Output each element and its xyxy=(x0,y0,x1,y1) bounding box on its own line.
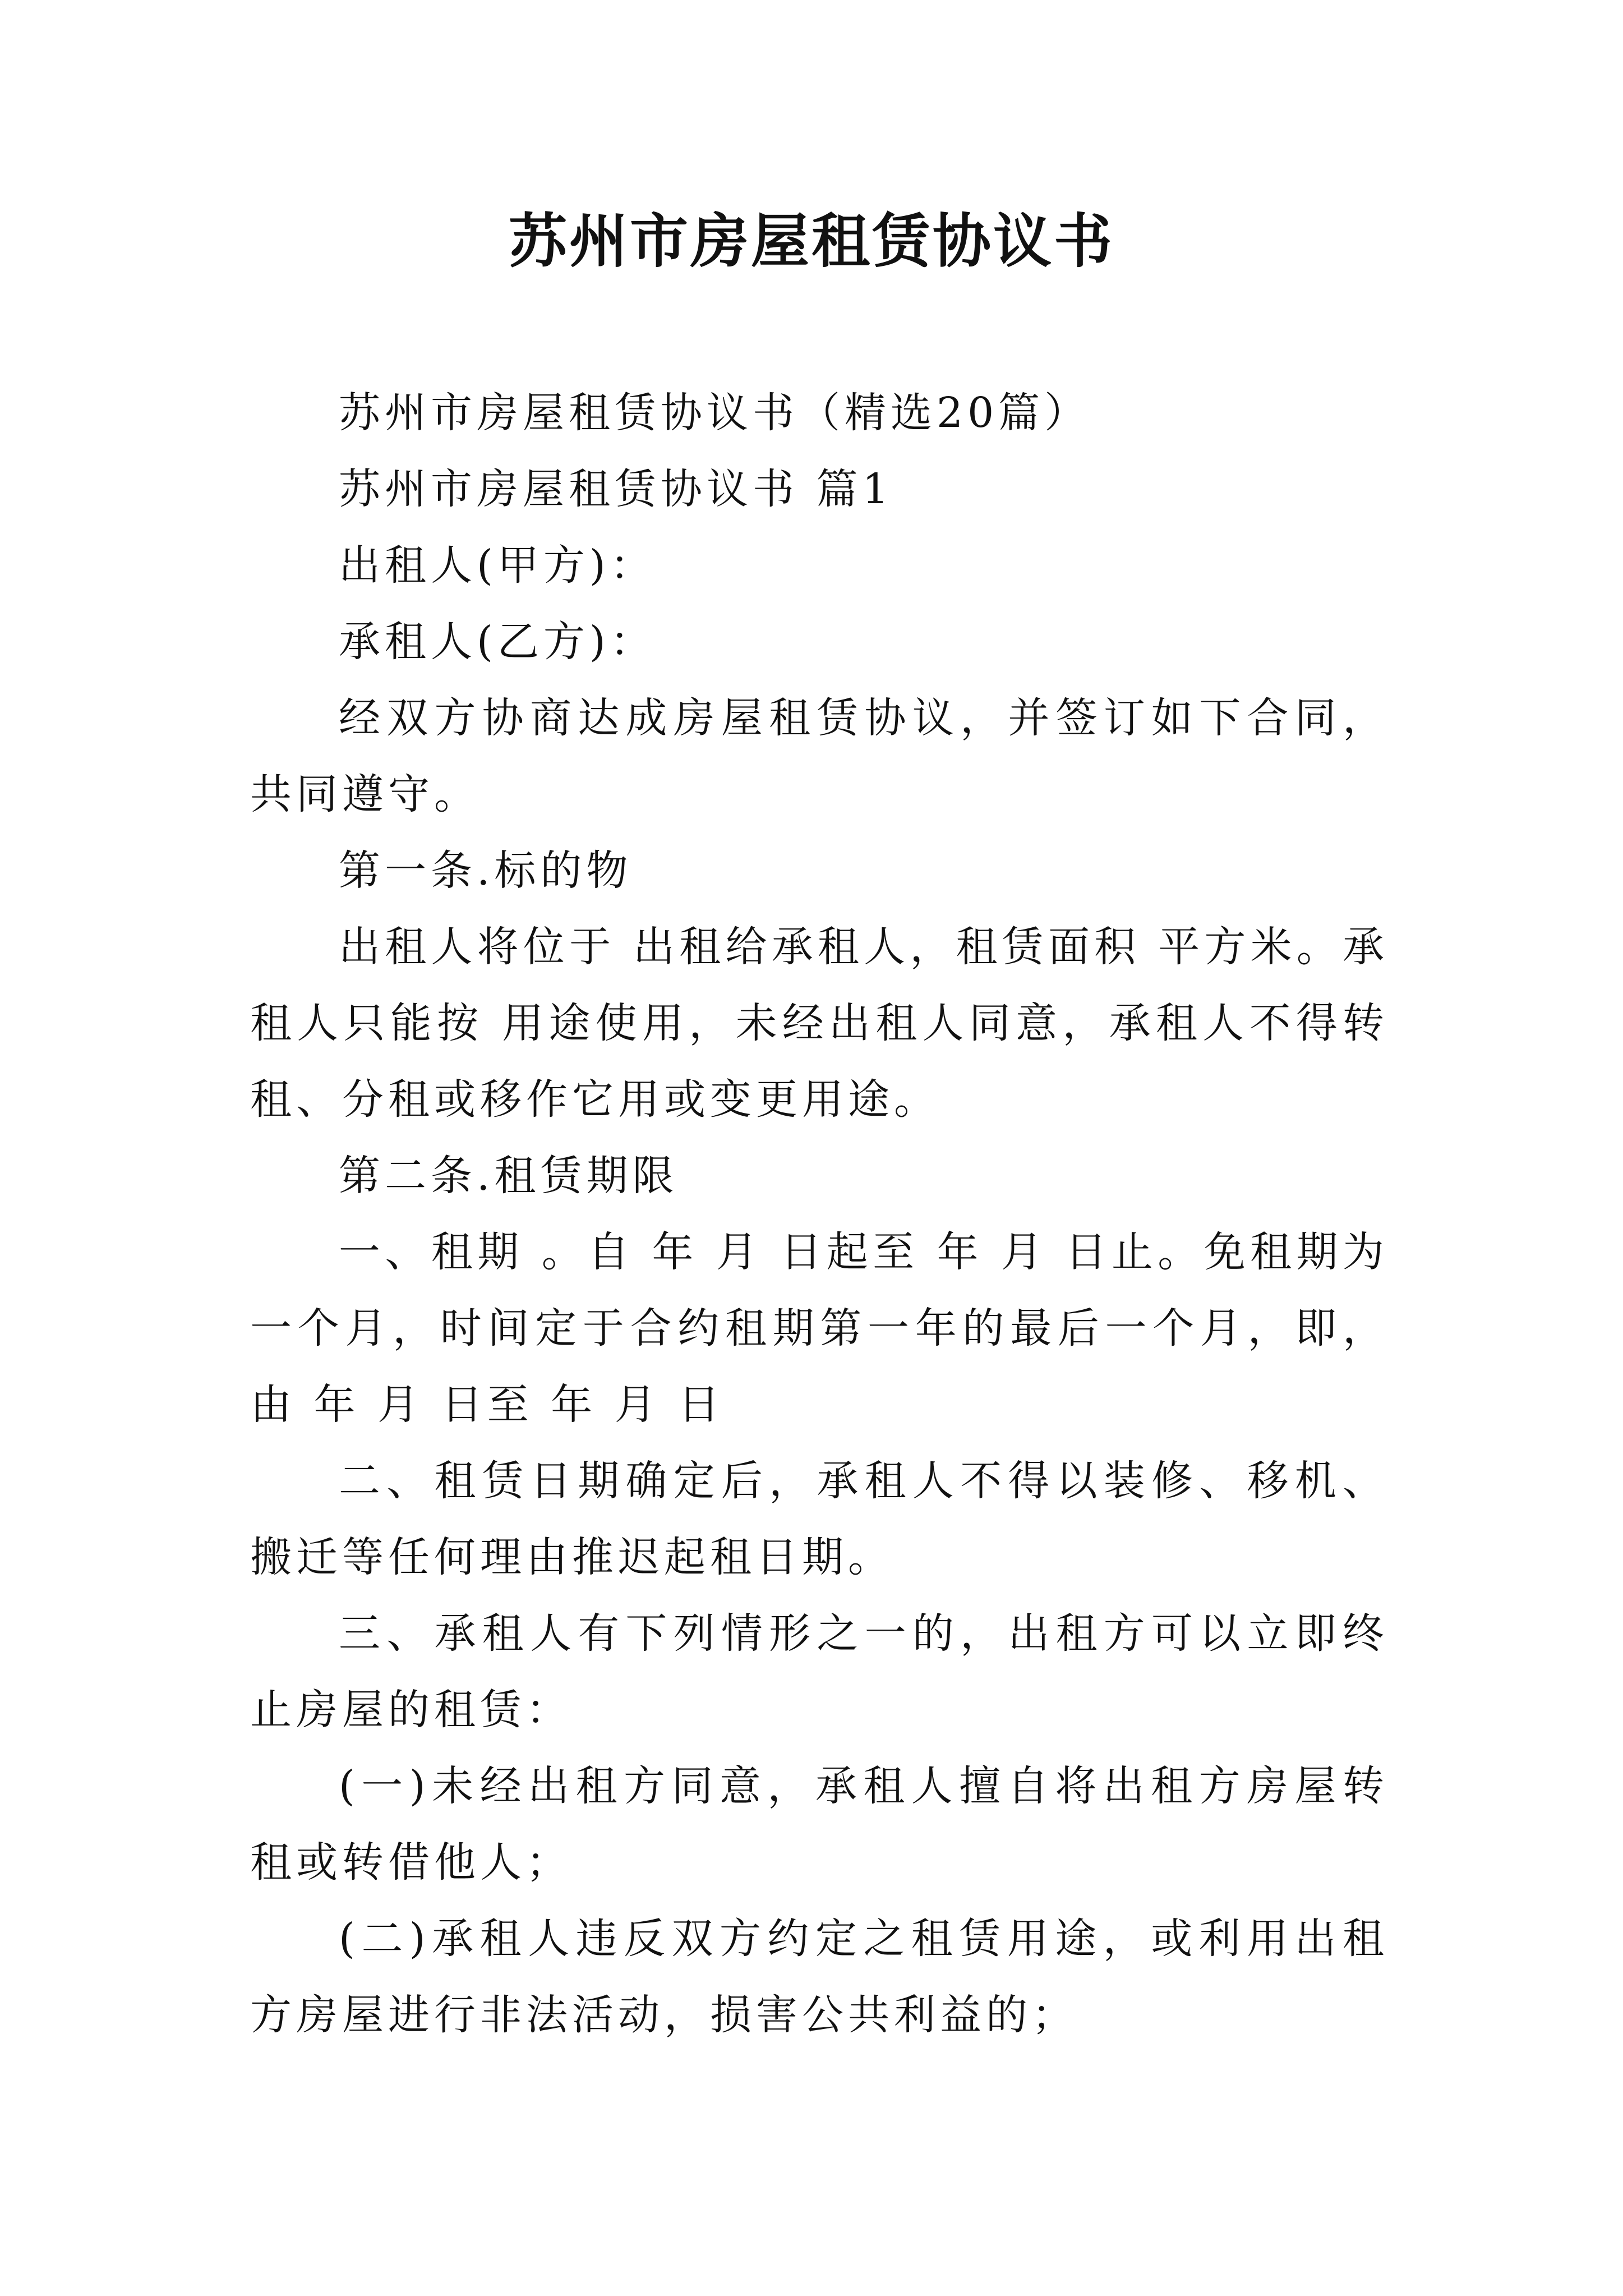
paragraph-preamble: 经双方协商达成房屋租赁协议，并签订如下合同，共同遵守。 xyxy=(250,694,1389,818)
paragraph-subclause-1: (一)未经出租方同意，承租人擅自将出租方房屋转租或转借他人； xyxy=(250,1762,1389,1887)
paragraph-section-heading: 苏州市房屋租赁协议书 篇1 xyxy=(339,465,893,513)
paragraph-article-2-heading: 第二条.租赁期限 xyxy=(339,1152,679,1200)
document-title: 苏州市房屋租赁协议书 xyxy=(508,206,1114,275)
paragraph-subclause-2: (二)承租人违反双方约定之租赁用途，或利用出租方房屋进行非法活动，损害公共利益的； xyxy=(250,1915,1389,2039)
document-body xyxy=(250,375,1389,2053)
paragraph-lessee: 承租人(乙方)： xyxy=(339,618,656,666)
paragraph-collection-heading: 苏州市房屋租赁协议书（精选20篇） xyxy=(339,389,1091,437)
paragraph-article-1-heading: 第一条.标的物 xyxy=(339,846,633,895)
paragraph-article-1-body: 出租人将位于 出租给承租人，租赁面积 平方米。承租人只能按 用途使用，未经出租人同意，承租人不得转租、分租或移作它用或变更用途。 xyxy=(250,923,1389,1124)
paragraph-clause-3: 三、承租人有下列情形之一的，出租方可以立即终止房屋的租赁： xyxy=(250,1609,1389,1734)
paragraph-clause-2: 二、租赁日期确定后，承租人不得以装修、移机、搬迁等任何理由推迟起租日期。 xyxy=(250,1457,1389,1581)
paragraph-clause-1: 一、租期 。自 年 月 日起至 年 月 日止。免租期为一个月，时间定于合约租期第一年的最后一个月，即，由 年 月 日至 年 月 日 xyxy=(250,1228,1389,1429)
paragraph-lessor: 出租人(甲方)： xyxy=(339,541,656,590)
